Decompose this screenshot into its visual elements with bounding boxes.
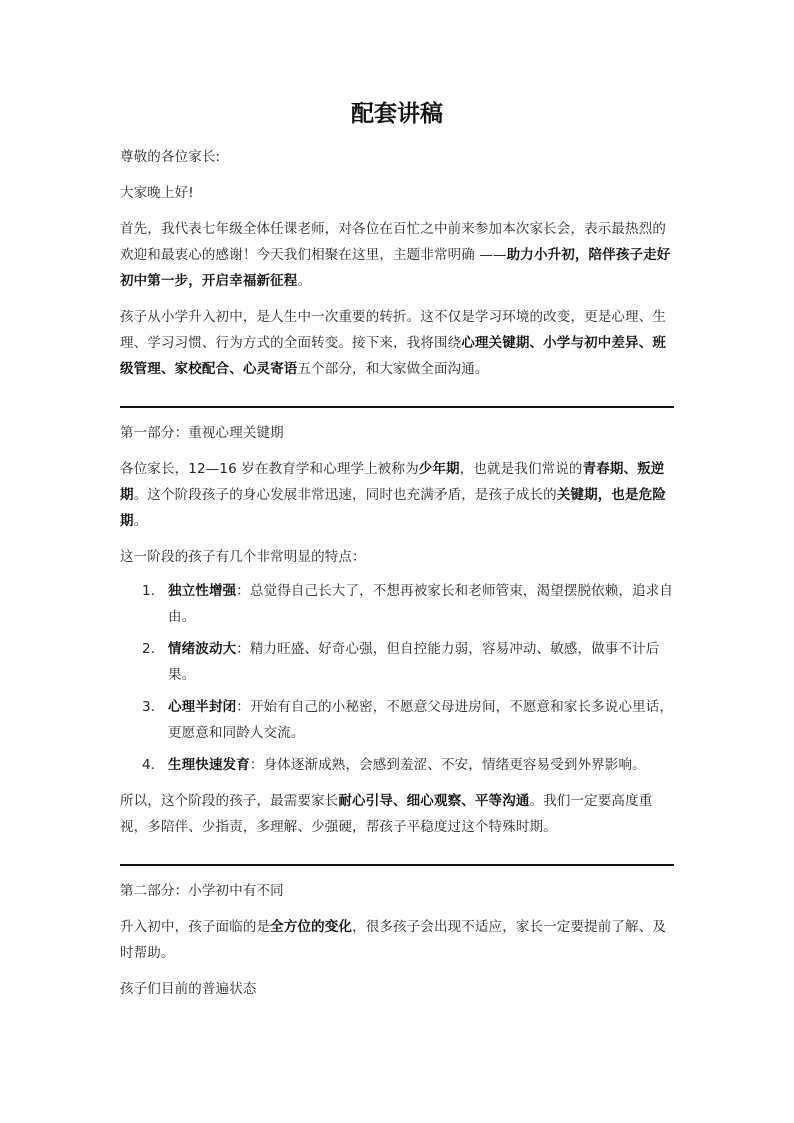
document-title: 配套讲稿: [351, 101, 443, 127]
list-item: [142, 694, 674, 746]
trait-text: ：精力旺盛、好奇心强，但自控能力弱，容易冲动、敏感，做事不计后果。: [168, 641, 660, 683]
section1-term-youth: 少年期: [418, 461, 460, 477]
list-item: [142, 578, 674, 630]
trait-label: 情绪波动大: [168, 641, 237, 657]
section2-paragraph: [120, 914, 674, 966]
section2-text-c: ，很多孩子会出现不适应，家长一定要提前了解、及时帮助。: [120, 919, 667, 961]
section1-text-d: 。: [133, 513, 148, 529]
summary-text-c: 。我们一定要高度重视，多陪伴、少指责，多理解、少强硬，帮孩子平稳度过这个特殊时期。: [120, 793, 653, 835]
section1-summary: [120, 788, 674, 840]
list-number: 2.: [142, 641, 156, 657]
summary-emphasis: 耐心引导、细心观察、平等沟通: [338, 793, 530, 809]
hello-line: 大家晚上好!: [120, 185, 194, 201]
section1-text-c: 。这个阶段孩子的身心发展非常迅速，同时也充满矛盾，是孩子成长的: [133, 487, 557, 503]
list-number: 4.: [142, 757, 156, 773]
overview-end: 五个部分，和大家做全面沟通。: [297, 361, 489, 377]
intro-theme: 助力小升初，陪伴孩子走好初中第一步，开启幸福新征程: [120, 247, 671, 289]
list-item: [142, 636, 674, 688]
list-item: [142, 752, 674, 778]
section2-heading: 第二部分：小学初中有不同: [120, 883, 284, 899]
intro-paragraph: [120, 216, 674, 294]
overview-topics: 心理关键期、小学与初中差异、班级管理、家校配合、心灵寄语: [120, 335, 666, 377]
trait-text: ：总觉得自己长大了，不想再被家长和老师管束，渴望摆脱依赖，追求自由。: [168, 583, 674, 625]
greeting: 尊敬的各位家长:: [120, 149, 221, 165]
section2-subheading: 孩子们目前的普遍状态: [120, 981, 257, 997]
traits-lead: 这一阶段的孩子有几个非常明显的特点：: [120, 549, 366, 565]
section1-paragraph: [120, 456, 674, 534]
trait-text: ：开始有自己的小秘密，不愿意父母进房间，不愿意和家长多说心里话，更愿意和同龄人交流。: [168, 699, 674, 741]
section1-heading: 第一部分：重视心理关键期: [120, 425, 284, 441]
section2-text-a: 升入初中，孩子面临的是: [120, 919, 271, 935]
trait-label: 心理半封闭: [168, 699, 237, 715]
trait-text: ：身体逐渐成熟，会感到羞涩、不安，情绪更容易受到外界影响。: [249, 757, 646, 773]
trait-label: 独立性增强: [168, 583, 237, 599]
intro-end: 。: [297, 273, 312, 289]
section1-term-critical: 关键期，也是危险期: [120, 487, 667, 529]
traits-list: [120, 578, 674, 778]
section1-text-a: 各位家长，12—16 岁在教育学和心理学上被称为: [120, 461, 419, 477]
section1-term-adolescence: 青春期、叛逆期: [120, 461, 665, 503]
section2-emphasis: 全方位的变化: [270, 919, 353, 935]
section-divider-1: [120, 406, 674, 408]
overview-text: 孩子从小学升入初中，是人生中一次重要的转折。这不仅是学习环境的改变，更是心理、生理、学习习惯、行为方式的全面转变。接下来，我将围绕: [120, 309, 666, 351]
overview-paragraph: [120, 304, 674, 382]
intro-text: 首先，我代表七年级全体任课老师，对各位在百忙之中前来参加本次家长会，表示最热烈的欢迎和最衷心的感谢！今天我们相聚在这里，主题非常明确 ——: [120, 221, 666, 263]
section-divider-2: [120, 864, 674, 866]
summary-text-a: 所以，这个阶段的孩子，最需要家长: [120, 793, 339, 809]
section1-text-b: ，也就是我们常说的: [459, 461, 583, 477]
trait-label: 生理快速发育: [168, 757, 250, 773]
list-number: 1.: [142, 583, 156, 599]
list-number: 3.: [142, 699, 156, 715]
